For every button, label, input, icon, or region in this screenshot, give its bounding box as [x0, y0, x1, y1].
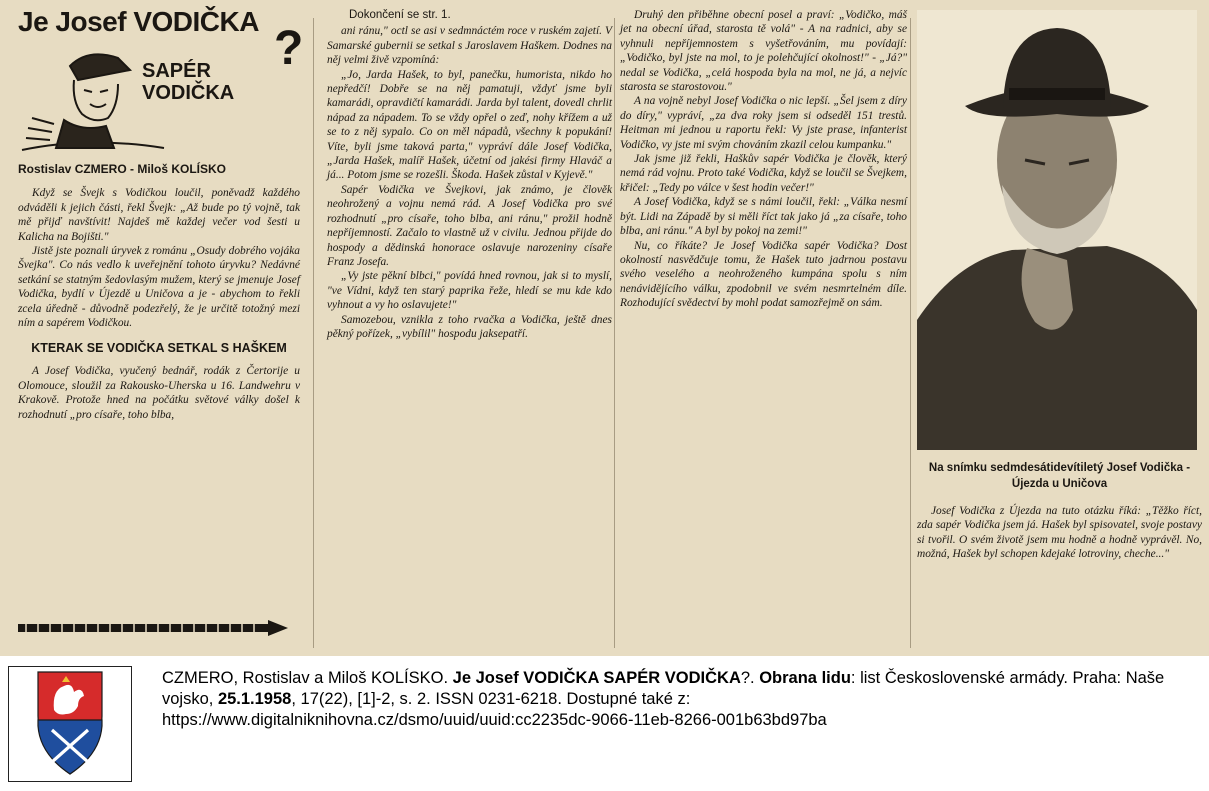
column-2	[327, 8, 612, 341]
column-rule	[910, 18, 911, 648]
paragraph: A Josef Vodička, když se s námi loučil, řekl: „Válka nesmí být. Lidi na Západě by si měli říct tak jako já „za císaře, toho blba, ani ránu." A byl by pokoj na zemi!"	[620, 196, 907, 238]
paragraph: Nu, co říkáte? Je Josef Vodička sapér Vodička? Dost okolností nasvědčuje tomu, že Hašek tuto jadrnou postavu svého veselého a neohroženého kumpána spolu s ním nenávidějícího válku, zpodobnil ve svém nesmrtelném díle. Rozhodující svědectví by mohl podat samozřejmě on sám.	[620, 239, 907, 310]
continued-arrow-icon	[18, 620, 288, 636]
paragraph: ani ránu," octl se asi v sedmnáctém roce v ruském zajetí. V Samarské gubernii se setkal s Jaroslavem Haškem. Dodnes na něj velmi živě vzpomíná:	[327, 25, 612, 67]
column-3	[620, 8, 907, 311]
army-emblem-icon	[8, 666, 132, 782]
citation-date: 25.1.1958	[217, 690, 292, 708]
citation-text	[162, 668, 1197, 731]
question-mark: ?	[274, 22, 304, 75]
citation-authors: CZMERO, Rostislav a Miloš KOLÍSKO.	[162, 669, 453, 687]
paragraph: Josef Vodička z Újezda na tuto otázku říká: „Těžko říct, zda sapér Vodička jsem já. Hašek byl spisovatel, svoje postavy si tvořil. O svém životě jsem mu hodně a hodně vyprávěl. No, možná, Hašek byl schopen kdejaké lotroviny, cheche..."	[917, 505, 1202, 561]
subtitle-line-2: VODIČKA	[142, 82, 235, 104]
citation-details: , 17(22), [1]-2, s. 2. ISSN 0231-6218. Dostupné také z:	[291, 690, 691, 708]
photo-caption: Na snímku sedmdesátidevítiletý Josef Vodička - Újezda u Uničova	[928, 462, 1191, 490]
column-4	[917, 0, 1202, 562]
paragraph: Jistě jste poznali úryvek z románu „Osudy dobrého vojáka Švejka". Co nás vedlo k uveřejnění tohoto úryvku? Nedávné setkání se statným šedovlasým mužem, který se jmenuje Josef Vodička, bydlí v Újezdě u Uničova a je - abychom to řekli zcela úředně - důvodně podezřelý, že je určitě totožný mezi ním a sapérem Vodičkou.	[18, 245, 300, 330]
paragraph: Když se Švejk s Vodičkou loučil, poněvadž každého odváděli k jejich části, řekl Švejk: „Až bude po tý vojně, tak mě přijď navštívit! Najdeš mě každej večer vod šesti u Kalicha na Bojišti."	[18, 187, 300, 243]
section-heading: KTERAK SE VODIČKA SETKAL S HAŠKEM	[31, 341, 287, 356]
citation-footer	[0, 656, 1209, 791]
citation-periodical: Obrana lidu	[759, 669, 851, 687]
paragraph: Jak jsme již řekli, Haškův sapér Vodička je člověk, který nemá rád vojnu. Proto také Vodička, když se loučil se Švejkem, křičel: „Tedy po válce v šest hodin večer!"	[620, 153, 907, 194]
citation-url[interactable]: https://www.digitalniknihovna.cz/dsmo/uuid/uuid:cc2235dc-9066-11eb-8266-001b63bd97ba	[162, 711, 827, 729]
portrait-photo	[917, 10, 1197, 450]
paragraph: Druhý den přiběhne obecní posel a praví: „Vodičko, máš jet na obecní úřad, starosta tě volá" - A na radnici, aby se vyhnuli nepříjemnostem s vyšetřováním, mu povídají: „Vodičko, byl jste na mol, to je polehčující okolnost!" - „Já?" nedal se Vodička, „celá hospoda byla na mol, ne já, a nejvíc starosta se starostovou."	[620, 9, 907, 94]
paragraph: Samozebou, vznikla z toho rvačka a Vodička, ještě dnes pěkný pořízek, „vybílil" hospodu jaksepatří.	[327, 313, 612, 340]
subtitle	[142, 60, 234, 104]
continued-note: Dokončení se str. 1.	[349, 9, 451, 21]
citation-periodical-desc: : list Československé armády. Praha: Naše vojsko,	[162, 669, 1165, 708]
paragraph: A Josef Vodička, vyučený bednář, rodák z Čertorije u Olomouce, sloužil za Rakousko-Uherska u 16. Landwehru v Krakově. Protože hned na počátku světové války došel k rozhodnutí „pro císaře, toho blba,	[18, 365, 300, 421]
paragraph: A na vojně nebyl Josef Vodička o nic lepší. „Šel jsem z díry do díry," vypráví, „za dva roky jsem si odseděl 151 trestů. Heitman mi jednou u raportu řekl: Vy jste prase, infanterist Vodičko, vy jste mi svým chováním zkazil celou kumpanku."	[620, 95, 907, 151]
header-art	[18, 22, 304, 158]
citation-title-suffix: ?.	[740, 669, 760, 687]
column-rule	[313, 18, 314, 648]
column-rule	[614, 18, 615, 648]
paragraph: Sapér Vodička ve Švejkovi, jak známo, je člověk neohrožený a vojnu nemá rád. A Josef Vodička pro své rozhodnutí „pro císaře, toho blba, ani ránu," prožil hodně nepříjemností. Začalo to vlastně už v civilu. Jednou přijde do hospody a dědinská honorace oslavuje narozeniny císaře Franz Josefa.	[327, 183, 612, 268]
paragraph: „Vy jste pěkní blbci," povídá hned rovnou, jak si to myslí, "ve Vídni, když ten starý paprika řeže, hledí se mu kde kdo vyhnout a vy ho oslavujete!"	[327, 270, 612, 312]
column-1	[18, 0, 304, 422]
authors-byline: Rostislav CZMERO - Miloš KOLÍSKO	[18, 162, 227, 176]
subtitle-line-1: SAPÉR	[142, 60, 211, 82]
article-title: Je Josef VODIČKA	[18, 6, 259, 37]
paragraph: „Jo, Jarda Hašek, to byl, panečku, humorista, nikdo ho nepředčí! Dobře se na něj pamatuji, vždyť jsme byli kamarádi, opravdičtí kamarádi. Jarda byl talent, dovedl chrlit nápad za nápadem. To se vždy opřel o zeď, nohy křížem a už se to z něj sypalo. Co on měl nápadů, všechny k popukání! Víte, byli jsme taková parta," vypráví dále Josef Vodička, „Jarda Hašek, malíř Hašek, účetní od jakési firmy Hlaváč a já... Potom jsme se rozešli. Škoda. Hašek zůstal v Kyjevě."	[327, 68, 612, 182]
citation-title: Je Josef VODIČKA SAPÉR VODIČKA	[452, 669, 741, 687]
